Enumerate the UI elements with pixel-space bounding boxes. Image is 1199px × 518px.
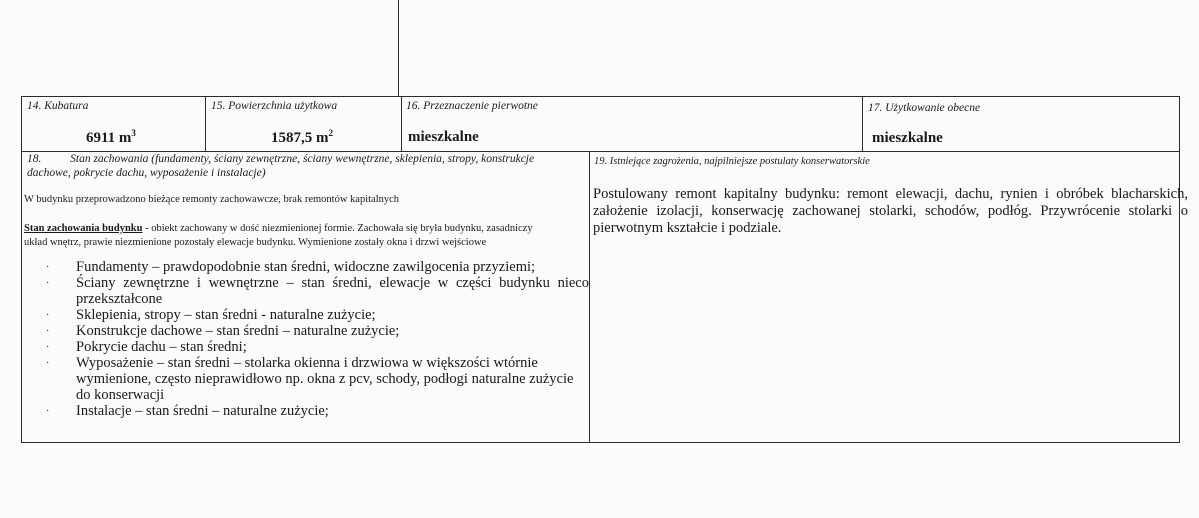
powierzchnia-label: 15. Powierzchnia użytkowa: [211, 100, 338, 112]
uzytkowanie-label: 17. Użytkowanie obecne: [868, 102, 981, 114]
section18-intro: W budynku przeprowadzono bieżące remonty zachowawcze, brak remontów kapitalnych: [24, 194, 400, 205]
list-item: · Konstrukcje dachowe – stan średni – naturalne zużycie;: [46, 323, 400, 339]
list-item: · Fundamenty – prawdopodobnie stan średni, widoczne zawilgocenia przyziemi;: [46, 259, 536, 275]
table-right-border: [1179, 96, 1180, 443]
list-item: · Pokrycie dachu – stan średni;: [46, 339, 247, 355]
table-top-border: [21, 96, 1180, 97]
section19-text: Postulowany remont kapitalny budynku: remont elewacji, dachu, rynien i obróbek blacharskich, założenie izolacji, konserwację zachowanej stolarki, schodów, podłóg. Przywrócenie stolarki o pierwotnym kształcie i podziale.: [593, 186, 1188, 236]
condition-list: [44, 259, 589, 419]
kubatura-label: 14. Kubatura: [27, 100, 89, 112]
row-divider-1: [21, 151, 1180, 152]
col-divider-16-17: [862, 96, 863, 152]
uzytkowanie-value: mieszkalne: [872, 130, 943, 146]
przeznaczenie-value: mieszkalne: [408, 129, 479, 145]
list-item: · Ściany zewnętrzne i wewnętrzne – stan średni, elewacje w części budynku nieco przekształcone: [46, 275, 589, 307]
section18-label-line2: dachowe, pokrycie dachu, wyposażenie i instalacje): [27, 167, 266, 179]
przeznaczenie-label: 16. Przeznaczenie pierwotne: [406, 100, 538, 112]
col-divider-15-16: [401, 96, 402, 152]
table-left-border: [21, 96, 22, 443]
powierzchnia-value: 1587,5 $m^2$: [271, 128, 333, 146]
table-bottom-border: [21, 442, 1180, 443]
col-divider-14-15: [205, 96, 206, 152]
upper-divider-line: [398, 0, 399, 96]
list-item: · Wyposażenie – stan średni – stolarka okienna i drzwiowa w większości wtórnie wymienione, często nieprawidłowo np. okna z pcv, schody, podłogi naturalne zużycie do konserwacji: [46, 355, 574, 403]
section19-label: 19. Istniejące zagrożenia, najpilniejsze postulaty konserwatorskie: [594, 156, 870, 167]
kubatura-value: 6911 $m^3$: [86, 128, 136, 146]
list-item: · Sklepienia, stropy – stan średni - naturalne zużycie;: [46, 307, 376, 323]
list-item: · Instalacje – stan średni – naturalne zużycie;: [46, 403, 329, 419]
section18-state-line1: Stan zachowania budynku - obiekt zachowany w dość niezmienionej formie. Zachowała się bryła budynku, zasadniczy: [24, 223, 533, 234]
section18-label-line1: 18. Stan zachowania (fundamenty, ściany zewnętrzne, ściany wewnętrzne, sklepienia, stropy, konstrukcje: [27, 153, 535, 165]
section18-state-line2: układ wnętrz, prawie niezmienione pozostały elewacje budynku. Wymienione zostały okna i drzwi wejściowe: [24, 237, 487, 248]
col-divider-18-19: [589, 152, 590, 443]
state-heading: Stan zachowania budynku: [24, 223, 143, 234]
